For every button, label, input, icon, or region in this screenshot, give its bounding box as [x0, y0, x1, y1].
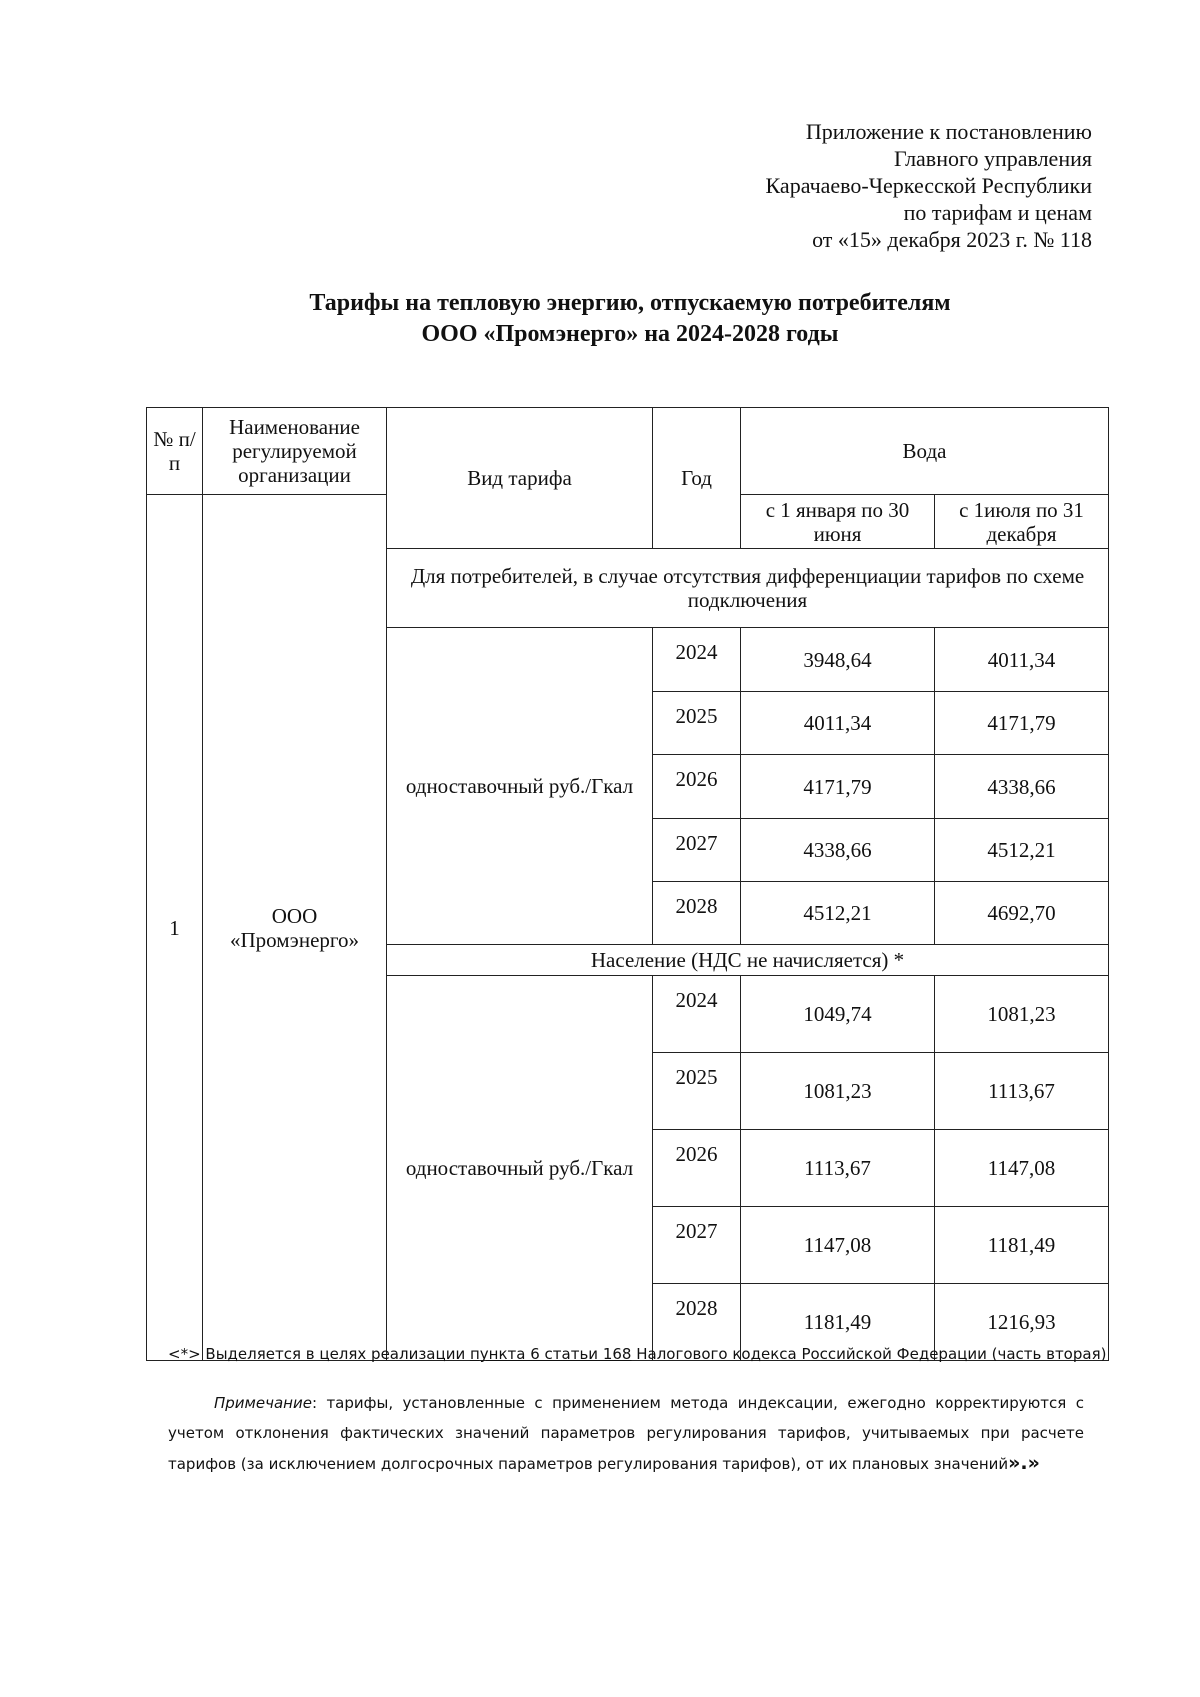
tariff-type-cell: одноставочный руб./Гкал	[387, 976, 653, 1361]
appendix-header	[766, 118, 1092, 253]
value-cell: 4512,21	[935, 819, 1109, 882]
appendix-line: Главного управления	[894, 146, 1092, 171]
footnote	[168, 1345, 1106, 1363]
row-number-cell: 1	[147, 495, 203, 1361]
title-line: ООО «Промэнерго» на 2024-2028 годы	[421, 321, 839, 347]
footnote-text: Налогового кодекса Российской Федерации (часть вторая)	[631, 1345, 1107, 1363]
document-title	[0, 288, 1200, 350]
tariff-type-cell: одноставочный руб./Гкал	[387, 628, 653, 945]
appendix-line: от «15» декабря 2023 г. № 118	[812, 227, 1092, 252]
tax-code-link[interactable]: пункта 6 статьи 168	[469, 1345, 632, 1363]
value-cell: 1181,49	[935, 1207, 1109, 1284]
appendix-line: Карачаево-Черкесской Республики	[765, 173, 1092, 198]
header-tariff-type: Вид тарифа	[387, 408, 653, 549]
note-label: Примечание	[214, 1394, 312, 1412]
section-title: Население (НДС не начисляется) *	[387, 945, 1109, 976]
organization-cell: ООО «Промэнерго»	[203, 495, 387, 1361]
year-cell: 2024	[653, 628, 741, 692]
value-cell: 4171,79	[741, 755, 935, 819]
year-cell: 2028	[653, 882, 741, 945]
value-cell: 4338,66	[741, 819, 935, 882]
appendix-line: по тарифам и ценам	[903, 200, 1092, 225]
header-year: Год	[653, 408, 741, 549]
tariff-table	[146, 407, 1109, 1361]
year-cell: 2027	[653, 819, 741, 882]
value-cell: 4512,21	[741, 882, 935, 945]
header-water: Вода	[741, 408, 1109, 495]
appendix-line: Приложение к постановлению	[805, 119, 1092, 144]
value-cell: 1081,23	[935, 976, 1109, 1053]
year-cell: 2025	[653, 1053, 741, 1130]
header-period-1: с 1 января по 30 июня	[741, 495, 935, 549]
header-num: № п/п	[147, 408, 203, 495]
year-cell: 2025	[653, 692, 741, 755]
value-cell: 1216,93	[935, 1284, 1109, 1361]
value-cell: 1049,74	[741, 976, 935, 1053]
footnote-text: <*> Выделяется в целях реализации	[168, 1345, 470, 1363]
year-cell: 2024	[653, 976, 741, 1053]
header-period-2: с 1июля по 31 декабря	[935, 495, 1109, 549]
note-closing: ».»	[1008, 1452, 1040, 1474]
value-cell: 4338,66	[935, 755, 1109, 819]
value-cell: 4171,79	[935, 692, 1109, 755]
section-title: Для потребителей, в случае отсутствия дифференциации тарифов по схеме подключения	[387, 549, 1109, 628]
note-paragraph	[168, 1388, 1084, 1479]
value-cell: 3948,64	[741, 628, 935, 692]
value-cell: 4011,34	[935, 628, 1109, 692]
title-line: Тарифы на тепловую энергию, отпускаемую потребителям	[309, 290, 951, 316]
year-cell: 2026	[653, 1130, 741, 1207]
year-cell: 2028	[653, 1284, 741, 1361]
value-cell: 1113,67	[741, 1130, 935, 1207]
value-cell: 1147,08	[935, 1130, 1109, 1207]
note-text: : тарифы, установленные с применением метода индексации, ежегодно корректируются с учетом отклонения фактических значений параметров регулирования тарифов, учитываемых при расчете тарифов (за исключением долгосрочных параметров регулирования тарифов), от их плановых значений	[168, 1394, 1084, 1473]
value-cell: 1113,67	[935, 1053, 1109, 1130]
year-cell: 2026	[653, 755, 741, 819]
year-cell: 2027	[653, 1207, 741, 1284]
value-cell: 1147,08	[741, 1207, 935, 1284]
value-cell: 1181,49	[741, 1284, 935, 1361]
value-cell: 1081,23	[741, 1053, 935, 1130]
value-cell: 4692,70	[935, 882, 1109, 945]
value-cell: 4011,34	[741, 692, 935, 755]
header-organization: Наименование регулируемой организации	[203, 408, 387, 495]
